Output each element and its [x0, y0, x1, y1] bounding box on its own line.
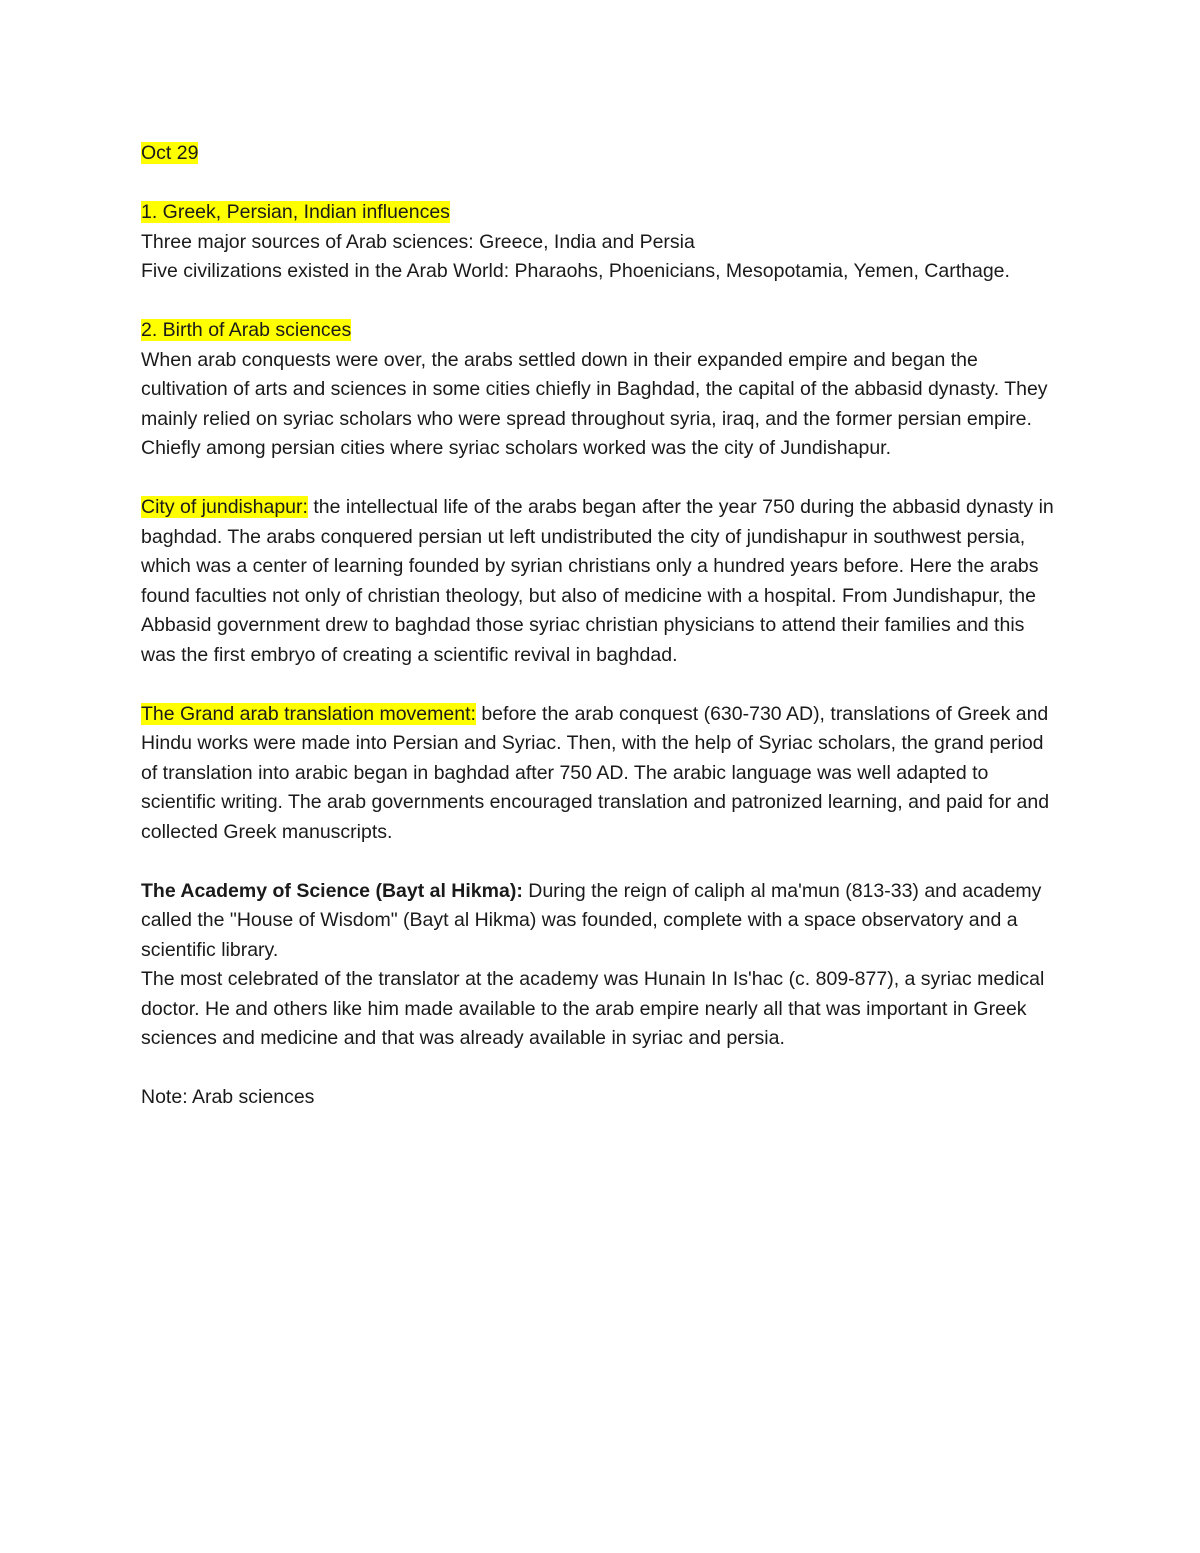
- translation-label: The Grand arab translation movement:: [141, 702, 476, 725]
- document-page: [141, 139, 1061, 1142]
- section-birth: [141, 316, 1061, 464]
- paragraph-text: before the arab conquest (630-730 AD), translations of Greek and Hindu works were made into Persian and Syriac. Then, with the help of Syriac scholars, the grand period of translation into arabic began in baghdad after 750 AD. The arabic language was well adapted to scientific writing. The arab governments encouraged translation and patronized learning, and paid for and collected Greek manuscripts.: [141, 702, 1050, 843]
- jundishapur-label: City of jundishapur:: [141, 496, 308, 518]
- paragraph-text: When arab conquests were over, the arabs settled down in their expanded empire and began the cultivation of arts and sciences in some cities chiefly in Baghdad, the capital of the abbasid dynasty. They mainly relied on syriac scholars who were spread throughout syria, iraq, and the former persian empire. Chiefly among persian cities where syriac scholars worked was the city of Jundishapur.: [141, 348, 1048, 459]
- section-jundishapur: [141, 493, 1061, 670]
- academy-paragraph: [141, 877, 1061, 966]
- paragraph-text: During the reign of caliph al ma'mun (813-33) and academy called the "House of Wisdom" (Bayt al Hikma) was founded, complete with a space observatory and a scientific library.: [141, 879, 1042, 961]
- date-highlight: Oct 29: [141, 142, 199, 164]
- section-heading: [141, 198, 1061, 228]
- paragraph-text: The most celebrated of the translator at the academy was Hunain In Is'hac (c. 809-877), a syriac medical doctor. He and others like him made available to the arab empire nearly all that was important in Greek sciences and medicine and that was already available in syriac and persia.: [141, 968, 1045, 1049]
- heading-highlight: 1. Greek, Persian, Indian influences: [141, 201, 450, 223]
- date-line: [141, 139, 1061, 169]
- academy-label: The Academy of Science (Bayt al Hikma):: [141, 879, 523, 902]
- heading-highlight: 2. Birth of Arab sciences: [141, 319, 352, 341]
- paragraph-text: the intellectual life of the arabs began after the year 750 during the abbasid dynasty in baghdad. The arabs conquered persian ut left undistributed the city of jundishapur in southwest persia, which was a center of learning founded by syrian christians only a hundred years before. Here the arabs found faculties not only of christian theology, but also of medicine with a hospital. From Jundishapur, the Abbasid government drew to baghdad those syriac christian physicians to attend their families and this was the first embryo of creating a scientific revival in baghdad.: [141, 496, 1054, 666]
- section-translation: [141, 700, 1061, 848]
- paragraph-text: Three major sources of Arab sciences: Greece, India and Persia: [141, 230, 695, 253]
- section-influences: [141, 198, 1061, 287]
- paragraph-text: Five civilizations existed in the Arab World: Pharaohs, Phoenicians, Mesopotamia, Yemen, Carthage.: [141, 260, 1010, 282]
- section-heading: [141, 316, 1061, 346]
- note-line: Note: Arab sciences: [141, 1086, 315, 1108]
- section-academy: [141, 877, 1061, 1054]
